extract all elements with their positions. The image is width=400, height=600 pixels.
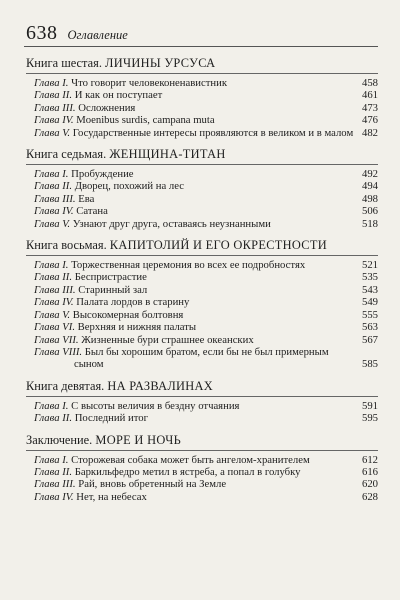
entry-label bbox=[34, 346, 354, 371]
entry-label bbox=[34, 168, 354, 180]
toc-entry bbox=[34, 412, 378, 424]
chapter-title: Государственные интересы проявляются в великом и в малом bbox=[72, 126, 354, 139]
toc-entry bbox=[34, 114, 378, 126]
toc-entry bbox=[34, 259, 378, 271]
chapter-number: Глава I. bbox=[34, 77, 69, 89]
toc-section bbox=[26, 433, 378, 504]
chapter-title: Узнают друг друга, оставаясь неузнанными bbox=[72, 217, 271, 230]
book-title: НА РАЗВАЛИНАХ bbox=[107, 378, 214, 393]
book-title: ЛИЧИНЫ УРСУСА bbox=[105, 56, 216, 70]
toc-entry bbox=[34, 321, 378, 333]
entry-label bbox=[34, 296, 354, 308]
page-ref: 567 bbox=[361, 333, 378, 346]
chapter-number: Глава II. bbox=[34, 465, 73, 478]
chapter-number: Глава VIII. bbox=[34, 345, 83, 358]
entry-label bbox=[34, 321, 354, 333]
entry-label bbox=[34, 102, 354, 114]
entry-label bbox=[34, 193, 354, 205]
chapter-number: Глава I. bbox=[34, 453, 69, 466]
chapter-title: Сатана bbox=[76, 205, 108, 218]
chapter-title: Рай, вновь обретенный на Земле bbox=[78, 478, 227, 491]
book-heading bbox=[26, 147, 378, 165]
table-of-contents bbox=[26, 48, 378, 503]
book-heading bbox=[26, 238, 378, 256]
chapter-number: Глава II. bbox=[34, 180, 73, 193]
chapter-title: Дворец, похожий на лес bbox=[74, 180, 184, 193]
toc-entry bbox=[34, 271, 378, 283]
entry-label bbox=[34, 454, 354, 466]
page-ref: 473 bbox=[361, 101, 378, 114]
entry-label bbox=[34, 491, 354, 503]
entry-label bbox=[34, 271, 354, 283]
toc-section bbox=[26, 147, 378, 230]
chapter-number: Глава VII. bbox=[34, 333, 79, 346]
page-ref: 518 bbox=[361, 217, 378, 230]
chapter-number: Глава V. bbox=[34, 308, 71, 321]
toc-entry bbox=[34, 284, 378, 296]
entry-label bbox=[34, 259, 354, 271]
page-ref: 563 bbox=[361, 321, 378, 334]
entry-label bbox=[34, 412, 354, 424]
header-rule bbox=[24, 46, 378, 47]
running-title: Оглавление bbox=[67, 28, 128, 42]
entry-label bbox=[34, 127, 354, 139]
book-heading bbox=[26, 379, 378, 397]
page-ref: 591 bbox=[361, 399, 378, 412]
page-number: 638 bbox=[26, 22, 58, 44]
toc-entry bbox=[34, 478, 378, 490]
entry-label bbox=[34, 309, 354, 321]
book-heading bbox=[26, 433, 378, 451]
entry-label bbox=[34, 89, 354, 101]
chapter-title: Moenibus surdis, campana muta bbox=[76, 114, 215, 127]
chapter-title: Старинный зал bbox=[78, 283, 148, 296]
book-prefix: Книга шестая. bbox=[26, 56, 102, 70]
chapter-title: Ева bbox=[78, 192, 95, 205]
chapter-title: Пробуждение bbox=[71, 168, 134, 181]
chapter-number: Глава II. bbox=[34, 412, 73, 425]
chapter-number: Глава III. bbox=[34, 192, 76, 205]
chapter-number: Глава V. bbox=[34, 126, 71, 139]
chapter-title: И как он поступает bbox=[74, 89, 163, 102]
page-ref: 612 bbox=[361, 453, 378, 466]
toc-entry bbox=[34, 309, 378, 321]
toc-entry bbox=[34, 102, 378, 114]
chapter-number: Глава IV. bbox=[34, 114, 74, 127]
toc-entry bbox=[34, 346, 378, 371]
toc-entry bbox=[34, 491, 378, 503]
chapter-number: Глава I. bbox=[34, 168, 69, 181]
book-prefix: Книга восьмая. bbox=[26, 238, 107, 253]
toc-entry bbox=[34, 77, 378, 89]
chapter-number: Глава IV. bbox=[34, 296, 74, 309]
toc-entry bbox=[34, 180, 378, 192]
chapter-title: Жизненные бури страшнее океанских bbox=[81, 333, 254, 346]
chapter-number: Глава III. bbox=[34, 478, 76, 491]
chapter-title: Верхняя и нижняя палаты bbox=[77, 321, 197, 334]
entry-label bbox=[34, 77, 354, 89]
toc-entry bbox=[34, 454, 378, 466]
toc-entry bbox=[34, 127, 378, 139]
book-title: КАПИТОЛИЙ И ЕГО ОКРЕСТНОСТИ bbox=[109, 238, 327, 253]
chapter-number: Глава I. bbox=[34, 259, 69, 272]
page-ref: 549 bbox=[361, 296, 378, 309]
page-ref: 543 bbox=[361, 283, 378, 296]
entry-label bbox=[34, 334, 354, 346]
chapter-title: Баркильфедро метил в ястреба, а попал в голубку bbox=[74, 465, 301, 478]
page-ref: 476 bbox=[361, 114, 378, 127]
toc-section bbox=[26, 238, 378, 371]
page-ref: 492 bbox=[361, 168, 378, 181]
page-ref: 498 bbox=[361, 192, 378, 205]
toc-entry bbox=[34, 400, 378, 412]
toc-entry bbox=[34, 89, 378, 101]
entry-label bbox=[34, 205, 354, 217]
page-ref: 458 bbox=[361, 77, 378, 89]
chapter-number: Глава IV. bbox=[34, 490, 74, 503]
entry-label bbox=[34, 400, 354, 412]
book-heading bbox=[26, 56, 378, 74]
chapter-number: Глава II. bbox=[34, 271, 73, 284]
toc-entry bbox=[34, 168, 378, 180]
chapter-title: Высокомерная болтовня bbox=[72, 308, 184, 321]
page-ref: 585 bbox=[361, 358, 378, 371]
chapter-number: Глава V. bbox=[34, 217, 71, 230]
entry-label bbox=[34, 114, 354, 126]
entry-label bbox=[34, 218, 354, 230]
toc-entry bbox=[34, 466, 378, 478]
chapter-title: Был бы хорошим братом, если бы не был примерным сыном bbox=[74, 345, 329, 371]
chapter-title: С высоты величия в бездну отчаяния bbox=[71, 399, 240, 412]
entry-label bbox=[34, 478, 354, 490]
book-title: МОРЕ И НОЧЬ bbox=[95, 432, 182, 447]
toc-entry bbox=[34, 334, 378, 346]
toc-section bbox=[26, 56, 378, 139]
chapter-number: Глава VI. bbox=[34, 321, 75, 334]
page-ref: 628 bbox=[361, 490, 378, 503]
page-ref: 494 bbox=[361, 180, 378, 193]
page-ref: 616 bbox=[361, 465, 378, 478]
chapter-title: Что говорит человеконенавистник bbox=[71, 77, 228, 89]
chapter-number: Глава IV. bbox=[34, 205, 74, 218]
chapter-title: Последний итог bbox=[74, 412, 148, 425]
entry-label bbox=[34, 180, 354, 192]
chapter-title: Сторожевая собака может быть ангелом-хранителем bbox=[71, 453, 310, 466]
page-ref: 535 bbox=[361, 271, 378, 284]
chapter-title: Нет, на небесах bbox=[76, 490, 147, 503]
chapter-number: Глава III. bbox=[34, 283, 76, 296]
chapter-title: Палата лордов в старину bbox=[76, 296, 190, 309]
page-ref: 595 bbox=[361, 412, 378, 425]
chapter-title: Торжественная церемония во всех ее подробностях bbox=[71, 259, 306, 272]
entry-label bbox=[34, 466, 354, 478]
toc-section bbox=[26, 379, 378, 425]
page-ref: 620 bbox=[361, 478, 378, 491]
book-prefix: Книга седьмая. bbox=[26, 147, 107, 162]
chapter-number: Глава II. bbox=[34, 89, 73, 102]
book-prefix: Книга девятая. bbox=[26, 378, 105, 393]
page-ref: 555 bbox=[361, 308, 378, 321]
toc-entry bbox=[34, 205, 378, 217]
book-prefix: Заключение. bbox=[26, 432, 93, 447]
book-title: ЖЕНЩИНА-ТИТАН bbox=[109, 147, 226, 162]
toc-entry bbox=[34, 218, 378, 230]
page-header bbox=[26, 22, 128, 44]
page-ref: 521 bbox=[361, 259, 378, 272]
toc-entry bbox=[34, 296, 378, 308]
chapter-title: Беспристрастие bbox=[74, 271, 147, 284]
entry-label bbox=[34, 284, 354, 296]
chapter-number: Глава I. bbox=[34, 399, 69, 412]
chapter-number: Глава III. bbox=[34, 101, 76, 114]
page-ref: 461 bbox=[361, 89, 378, 102]
page-ref: 482 bbox=[361, 126, 378, 139]
chapter-title: Осложнения bbox=[78, 101, 136, 114]
page-ref: 506 bbox=[361, 205, 378, 218]
toc-entry bbox=[34, 193, 378, 205]
